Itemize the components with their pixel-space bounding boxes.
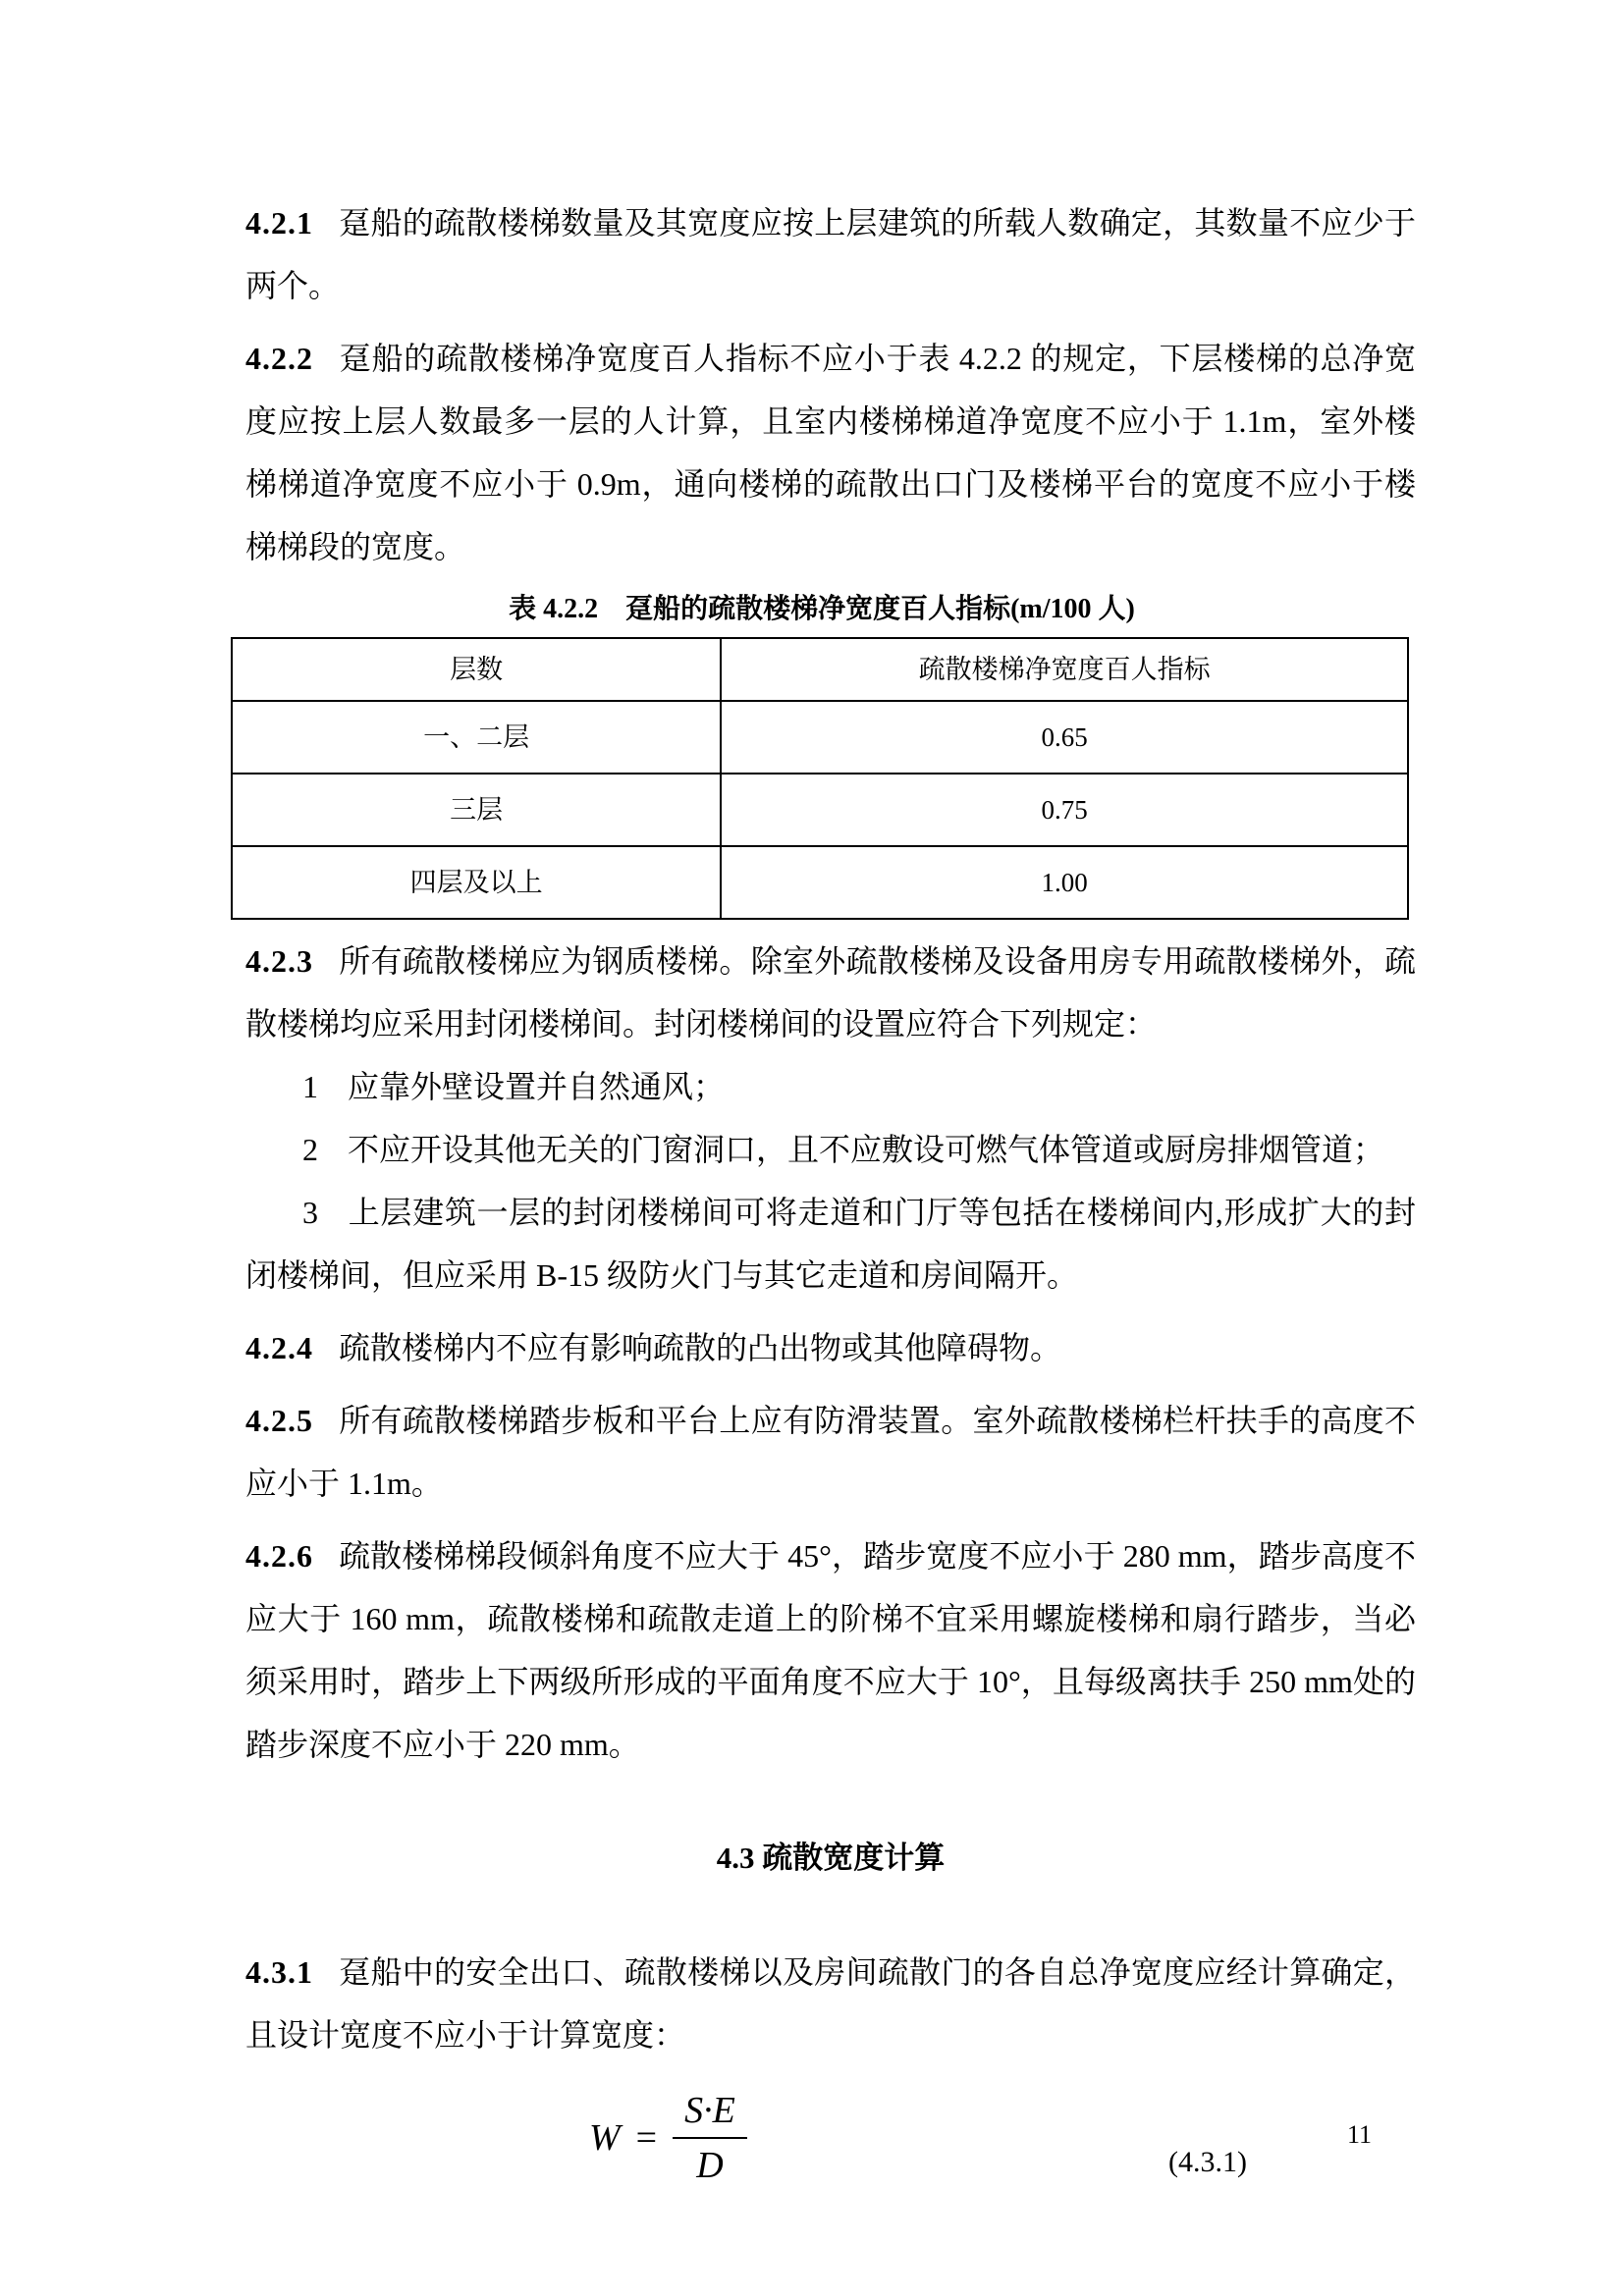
clause-4-2-6 (245, 1524, 1416, 1776)
table-caption: 表 4.2.2 趸船的疏散楼梯净宽度百人指标(m/100 人) (509, 594, 1135, 624)
formula-lhs: W (589, 2117, 621, 2159)
formula-denominator: D (696, 2145, 724, 2186)
table-cell: 三层 (232, 774, 721, 846)
clause-text: 趸船的疏散楼梯数量及其宽度应按上层建筑的所载人数确定，其数量不应少于两个。 (245, 205, 1416, 303)
page-number: 11 (1347, 2120, 1373, 2149)
table-header-cell: 层数 (232, 638, 721, 701)
list-item-text: 不应开设其他无关的门窗洞口，且不应敷设可燃气体管道或厨房排烟管道； (348, 1132, 1385, 1167)
clause-4-2-3 (245, 930, 1416, 1055)
table-header-row (232, 638, 1408, 701)
list-item-3 (245, 1181, 1416, 1307)
clause-text: 所有疏散楼梯应为钢质楼梯。除室外疏散楼梯及设备用房专用疏散楼梯外，疏散楼梯均应采用封闭楼梯间。封闭楼梯间的设置应符合下列规定： (245, 943, 1416, 1041)
clause-4-2-1 (245, 191, 1416, 317)
list-item-1 (245, 1055, 1416, 1118)
table-cell: 0.65 (721, 701, 1408, 774)
list-item-number: 3 (302, 1195, 318, 1230)
clause-text: 疏散楼梯梯段倾斜角度不应大于 45°，踏步宽度不应小于 280 mm，踏步高度不应大于 160 mm，疏散楼梯和疏散走道上的阶梯不宜采用螺旋楼梯和扇行踏步，当必须采用时，踏步上下两级所形成的平面角度不应大于 10°，且每级离扶手 250 mm处的踏步深度不应小于 220 mm。 (245, 1538, 1416, 1762)
list-item-2 (245, 1118, 1416, 1181)
formula-equals: = (635, 2117, 658, 2159)
table-header-cell: 疏散楼梯净宽度百人指标 (721, 638, 1408, 701)
clause-4-3-1 (245, 1941, 1416, 2066)
clause-4-2-4 (245, 1316, 1416, 1379)
list-item-number: 1 (302, 1069, 318, 1104)
clause-4-2-5 (245, 1389, 1416, 1515)
section-heading-4-3: 4.3 疏散宽度计算 (716, 1841, 946, 1875)
formula-fraction (673, 2092, 747, 2184)
clause-label: 4.2.4 (245, 1330, 313, 1365)
table-4-2-2 (231, 637, 1409, 920)
clause-label: 4.2.3 (245, 943, 313, 979)
list-item-text: 应靠外壁设置并自然通风； (348, 1069, 726, 1104)
list-item-text: 上层建筑一层的封闭楼梯间可将走道和门厅等包括在楼梯间内,形成扩大的封闭楼梯间，但应采用 B-15 级防火门与其它走道和房间隔开。 (245, 1195, 1416, 1293)
clause-text: 所有疏散楼梯踏步板和平台上应有防滑装置。室外疏散楼梯栏杆扶手的高度不应小于 1.1m。 (245, 1403, 1416, 1501)
clause-label: 4.2.2 (245, 341, 313, 376)
clause-label: 4.2.5 (245, 1403, 313, 1438)
table-row (232, 774, 1408, 846)
formula-row (245, 2082, 1416, 2229)
list-item-number: 2 (302, 1132, 318, 1167)
clause-4-2-2 (245, 327, 1416, 578)
table-row (232, 701, 1408, 774)
clause-text: 趸船中的安全出口、疏散楼梯以及房间疏散门的各自总净宽度应经计算确定，且设计宽度不应小于计算宽度： (245, 1954, 1416, 2053)
table-cell: 1.00 (721, 846, 1408, 919)
clause-label: 4.3.1 (245, 1954, 313, 1990)
clause-text: 趸船的疏散楼梯净宽度百人指标不应小于表 4.2.2 的规定，下层楼梯的总净宽度应按上层人数最多一层的人计算，且室内楼梯梯道净宽度不应小于 1.1m，室外楼梯梯道净宽度不应小于 0.9m，通向楼梯的疏散出口门及楼梯平台的宽度不应小于楼梯梯段的宽度。 (245, 341, 1416, 564)
clause-label: 4.2.1 (245, 205, 313, 240)
page-content (245, 191, 1416, 2229)
table-cell: 一、二层 (232, 701, 721, 774)
formula-numerator: S·E (673, 2092, 747, 2139)
clause-label: 4.2.6 (245, 1538, 313, 1574)
table-cell: 四层及以上 (232, 846, 721, 919)
clause-text: 疏散楼梯内不应有影响疏散的凸出物或其他障碍物。 (339, 1330, 1062, 1365)
table-cell: 0.75 (721, 774, 1408, 846)
formula-W-SE-D (589, 2092, 747, 2184)
table-row (232, 846, 1408, 919)
equation-number: (4.3.1) (1168, 2146, 1247, 2178)
